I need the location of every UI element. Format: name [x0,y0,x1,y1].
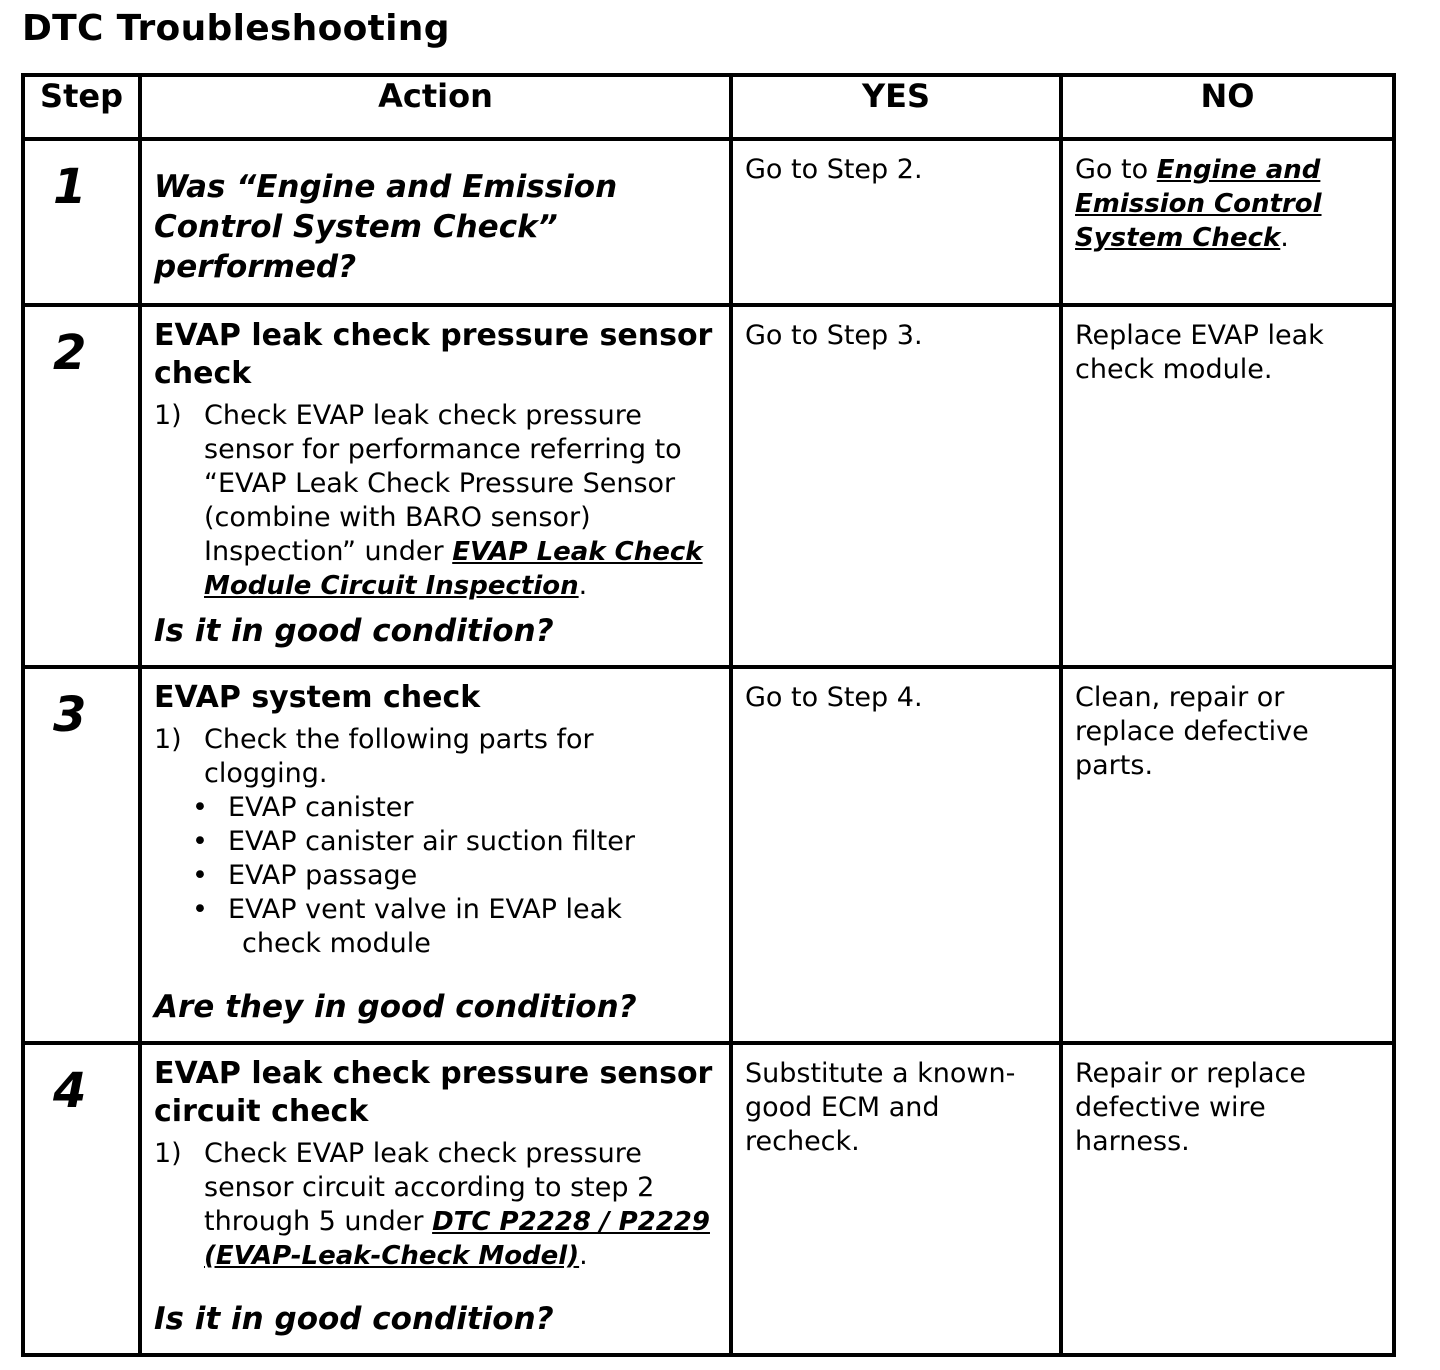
table-row [23,305,1394,667]
bullet-continuation: check module [242,928,431,960]
yes-result: Go to Step 2. [745,154,923,185]
bullet-text: EVAP vent valve in EVAP leak [228,894,622,926]
yes-result: Go to Step 4. [745,682,923,714]
no-cell [1061,305,1394,667]
step-number: 2 [53,325,87,382]
no-result: Replace EVAP leak check module. [1075,320,1324,386]
table-row [23,139,1394,305]
bullet-text: EVAP canister [228,792,414,824]
list-item [192,859,717,893]
step-cell [23,667,140,1043]
step-heading: EVAP leak check pressure sensor circuit check [154,1056,713,1130]
yes-cell [731,1043,1061,1355]
list-item [192,791,717,825]
header-step: Step [23,75,140,139]
item-text: Check the following parts for clogging. [204,724,594,790]
page-title: DTC Troubleshooting [22,8,450,49]
item-text [204,399,717,603]
step-question: Are they in good condition? [154,989,637,1026]
evap-module-circuit-link[interactable]: EVAP Leak Check Module Circuit Inspection [204,537,703,602]
no-result-suffix: . [1280,222,1289,253]
step-heading: EVAP system check [154,680,481,716]
item-body: Check EVAP leak check pressure sensor for performance referring to “EVAP Leak Check Pressure Sensor (combine with BARO sensor) Inspection” under [204,400,682,568]
yes-result: Go to Step 3. [745,320,923,352]
action-cell [140,1043,731,1355]
table-row [23,1043,1394,1355]
step-number: 3 [53,687,87,744]
step-cell [23,305,140,667]
bullet-icon: • [192,894,208,926]
item-body: Check EVAP leak check pressure sensor circuit according to step 2 through 5 under [204,1138,655,1238]
bullet-text: EVAP passage [228,860,418,892]
step-number: 4 [53,1063,87,1120]
bullet-icon: • [192,860,208,892]
yes-cell [731,667,1061,1043]
list-item [192,825,717,859]
item-number: 1) [154,400,182,432]
step-question: Is it in good condition? [154,1301,554,1338]
bullet-text: EVAP canister air suction filter [228,826,635,858]
numbered-item [154,399,717,603]
engine-emission-check-link[interactable]: Engine and Emission Control System Check [1075,155,1322,253]
no-result: Repair or replace defective wire harness. [1075,1058,1306,1158]
step-question: Is it in good condition? [154,613,554,650]
item-suffix: . [578,570,588,602]
header-action: Action [140,75,731,139]
step-cell [23,139,140,305]
no-result [1063,141,1392,255]
step-heading: EVAP leak check pressure sensor check [154,318,713,392]
action-cell [140,667,731,1043]
numbered-item [154,723,717,791]
yes-result: Substitute a known-good ECM and recheck. [745,1058,1016,1158]
header-no: NO [1061,75,1394,139]
table-row [23,667,1394,1043]
step-question: Was “Engine and Emission Control System Check” performed? [154,169,618,285]
troubleshooting-table [21,73,1396,1357]
action-cell [140,139,731,305]
no-cell [1061,1043,1394,1355]
list-item [192,893,717,961]
no-cell [1061,139,1394,305]
bullet-icon: • [192,826,208,858]
dtc-p2228-link[interactable]: DTC P2228 / P2229 (EVAP-Leak-Check Model) [204,1207,710,1272]
yes-cell [731,305,1061,667]
item-number: 1) [154,1138,182,1170]
step-number: 1 [53,159,87,215]
header-yes: YES [731,75,1061,139]
action-cell [140,305,731,667]
bullet-icon: • [192,792,208,824]
yes-cell [731,139,1061,305]
step-cell [23,1043,140,1355]
bullet-text-wrap [228,893,717,961]
no-result-prefix: Go to [1075,154,1157,185]
no-result: Clean, repair or replace defective parts. [1075,682,1309,782]
bullet-list [154,791,717,961]
item-text [204,1137,717,1273]
table-header-row [23,75,1394,139]
no-cell [1061,667,1394,1043]
item-suffix: . [579,1240,588,1272]
item-number: 1) [154,724,182,756]
numbered-item [154,1137,717,1273]
